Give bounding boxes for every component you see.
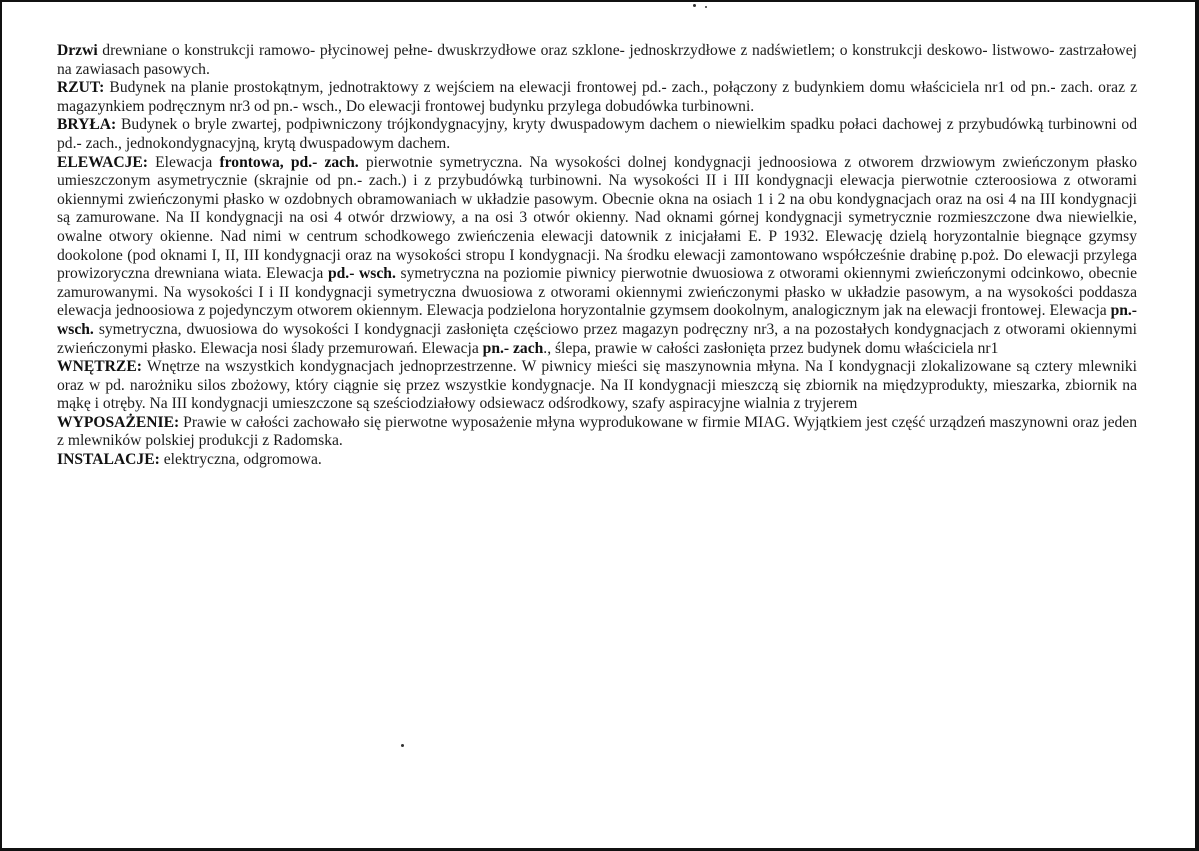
paragraph-rzut [57,79,1137,116]
bold-label: pn.- wsch. [57,302,1137,338]
bold-label: pd.- wsch. [327,265,396,283]
body-text: Wnętrze na wszystkich kondygnacjach jednoprzestrzenne. W piwnicy mieści się maszynownia młyna. Na I kondygnacji zlokalizowane są cztery mlewniki oraz w pd. narożniku silos zbożowy, który ciągnie się przez wszystkie kondygnacje. Na II kondygnacji mieszczą się zbiornik na międzyprodukty, mieszarka, zbiornik na mąkę i otręby. Na III kondygnacji umieszczone są sześciodziałowy odsiewacz odśrodkowy, szafy aspiracyjne wialnia z tryjerem [57,358,1137,413]
paragraph-instalacje [57,451,1137,470]
bold-label: WNĘTRZE: [57,358,142,376]
body-text: drewniane o konstrukcji ramowo- płycinowej pełne- dwuskrzydłowe oraz szklone- jednoskrzydłowe z nadświetlem; o konstrukcji deskowo- listwowo- zastrzałowej na zawiasach pasowych. [57,42,1137,78]
bold-label: Drzwi [57,42,98,59]
body-text: symetryczna na poziomie piwnicy pierwotnie dwuosiowa z otworami okiennymi zwieńczonymi odcinkowo, obecnie zamurowanymi. Na wysokości I i II kondygnacji symetryczna dwuosiowa z otworami okiennymi zwieńczonymi płasko w układzie pasowym, a na wysokości poddasza elewacja jednoosiowa z pojedynczym otworem okiennym. Elewacja podzielona horyzontalnie gzymsem dookolnym, analogicznym jak na elewacji frontowej. Elewacja [57,265,1137,320]
body-text: Budynek na planie prostokątnym, jednotraktowy z wejściem na elewacji frontowej pd.- zach., połączony z budynkiem domu właściciela nr1 od pn.- zach. oraz z magazynkiem podręcznym nr3 od pn.- wsch., Do elewacji frontowej budynku przylega dobudówka turbinowni. [57,79,1137,115]
scan-speck [705,6,707,8]
body-text: Budynek o bryle zwartej, podpiwniczony trójkondygnacyjny, kryty dwuspadowym dachem o niewielkim spadku połaci dachowej z przybudówką turbinowni od pd.- zach., jednokondygnacyjną, krytą dwuspadowym dachem. [57,116,1137,152]
body-text: pierwotnie symetryczna. Na wysokości dolnej kondygnacji jednoosiowa z otworem drzwiowym zwieńczonym płasko umieszczonym asymetrycznie (skrajnie od pn.- zach.) i z przybudówką turbinowni. Na wysokości II i III kondygnacji elewacja pierwotnie czteroosiowa z otworami okiennymi zwieńczonymi płasko w ozdobnych obramowaniach w układzie pasowym. Obecnie okna na osiach 1 i 2 na obu kondygnacjach oraz na osi 4 na III kondygnacji są zamurowane. Na II kondygnacji na osi 4 otwór drzwiowy, a na osi 3 otwór okienny. Nad oknami górnej kondygnacji symetrycznie rozmieszczone dwa niewielkie, owalne otwory okienne. Nad nimi w centrum schodkowego zwieńczenia elewacji datownik z inicjałami E. P 1932. Elewację dzielą horyzontalnie biegnące gzymsy dookolone (pod oknami I, II, III kondygnacji oraz na wysokości stropu I kondygnacji. Na środku elewacji zamontowano współcześnie drabinę p.poż. Do elewacji przylega prowizoryczna drewniana wiata. Elewacja [57,153,1137,283]
body-text: Elewacja [147,153,220,171]
body-text: symetryczna, dwuosiowa do wysokości I kondygnacji zasłonięta częściowo przez magazyn podręczny nr3, a na pozostałych kondygnacjach z otworami okiennymi zwieńczonymi płasko. Elewacja nosi ślady przemurowań. Elewacja [57,320,1137,357]
bold-label: ELEWACJE: [57,153,148,171]
bold-label: INSTALACJE: [57,451,160,469]
paragraph-wyposazenie [57,414,1137,451]
paragraph-drzwi [57,42,1137,79]
paragraph-elewacje [57,154,1137,359]
bold-label: pn.- zach [482,339,544,357]
bold-label: BRYŁA: [57,116,117,134]
body-text: elektryczna, odgromowa. [159,451,322,469]
body-text: Prawie w całości zachowało się pierwotne wyposażenie młyna wyprodukowane w firmie MIAG. Wyjątkiem jest część urządzeń maszynowni oraz jeden z mlewników polskiej produkcji z Radomska. [57,413,1137,450]
paragraph-bryla [57,116,1137,153]
scan-speck [401,744,404,747]
scan-speck [693,4,696,7]
bold-label: frontowa, pd.- zach. [219,153,359,171]
document-body [57,42,1137,470]
bold-label: RZUT: [57,79,105,97]
body-text: ., ślepa, prawie w całości zasłonięta przez budynek domu właściciela nr1 [543,339,999,357]
paragraph-wnetrze [57,358,1137,414]
bold-label: WYPOSAŻENIE: [57,413,180,431]
